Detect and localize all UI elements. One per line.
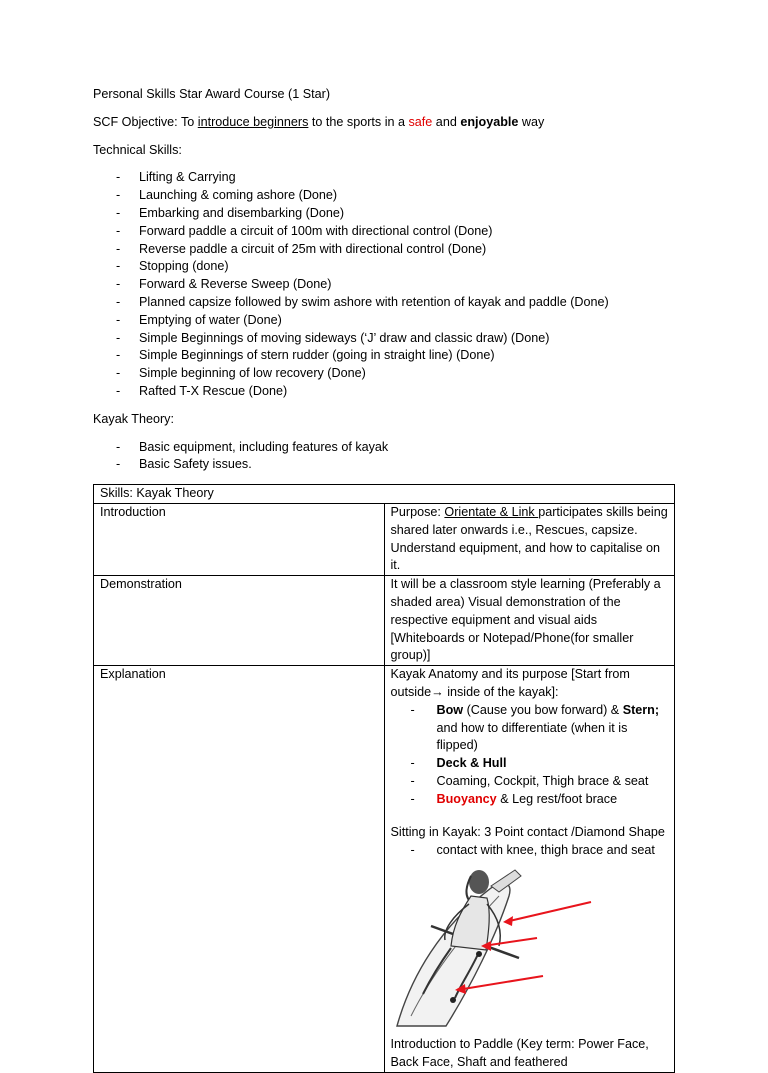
table-row <box>94 666 675 1073</box>
document-title: Personal Skills Star Award Course (1 Star) <box>93 87 331 101</box>
row-label-introduction: Introduction <box>94 503 385 575</box>
kayak-anatomy-intro: Kayak Anatomy and its purpose [Start from outside→ inside of the kayak]: <box>390 667 630 699</box>
kayak-anatomy-list <box>391 702 669 809</box>
table-header-cell: Skills: Kayak Theory <box>94 485 675 504</box>
kayak-theory-list <box>93 439 683 475</box>
list-item: - Reverse paddle a circuit of 25m with directional control (Done) <box>93 241 683 259</box>
list-item: - contact with knee, thigh brace and seat <box>391 842 669 860</box>
kayak-seated-illustration <box>391 866 601 1036</box>
enjoyable-highlight: enjoyable <box>460 114 519 129</box>
row-label-demonstration: Demonstration <box>94 576 385 666</box>
list-item: - Forward & Reverse Sweep (Done) <box>93 276 683 294</box>
explanation-content <box>384 666 675 1073</box>
list-item: - Bow (Cause you bow forward) & Stern; and how to differentiate (when it is flipped) <box>391 702 669 755</box>
table-row <box>94 576 675 666</box>
scf-objective: SCF Objective: To introduce beginners to the sports in a safe and enjoyable way <box>93 114 545 129</box>
table-row <box>94 485 675 504</box>
table-row <box>94 503 675 575</box>
contact-list <box>391 842 669 860</box>
safe-highlight: safe <box>408 114 433 129</box>
list-item: - Simple Beginnings of moving sideways (‘J’ draw and classic draw) (Done) <box>93 330 683 348</box>
kayak-theory-table <box>93 484 675 1073</box>
list-item: - Deck & Hull <box>391 755 669 773</box>
paddle-intro-text: Introduction to Paddle (Key term: Power Face, Back Face, Shaft and feathered <box>390 1037 649 1069</box>
list-item: - Forward paddle a circuit of 100m with directional control (Done) <box>93 223 683 241</box>
kayak-theory-heading: Kayak Theory: <box>93 411 174 426</box>
demonstration-content: It will be a classroom style learning (Preferably a shaded area) Visual demonstration of the respective equipment and visual aids [Whiteboards or Notepad/Phone(for smaller group)] <box>384 576 675 666</box>
list-item: - Emptying of water (Done) <box>93 312 683 330</box>
list-item: - Lifting & Carrying <box>93 169 683 187</box>
list-item: - Simple beginning of low recovery (Done) <box>93 365 683 383</box>
technical-skills-list <box>93 169 683 400</box>
technical-skills-heading: Technical Skills: <box>93 142 182 157</box>
introduction-content: Purpose: Orientate & Link participates skills being shared later onwards i.e., Rescues, capsize. Understand equipment, and how to capitalise on it. <box>384 503 675 575</box>
list-item: - Launching & coming ashore (Done) <box>93 187 683 205</box>
list-item: - Simple Beginnings of stern rudder (going in straight line) (Done) <box>93 347 683 365</box>
document-page <box>93 86 683 1073</box>
list-item: - Planned capsize followed by swim ashore with retention of kayak and paddle (Done) <box>93 294 683 312</box>
list-item: - Stopping (done) <box>93 258 683 276</box>
row-label-explanation: Explanation <box>94 666 385 1073</box>
sitting-in-kayak-text: Sitting in Kayak: 3 Point contact /Diamond Shape <box>390 825 665 840</box>
list-item: - Basic equipment, including features of kayak <box>93 439 683 457</box>
list-item: - Embarking and disembarking (Done) <box>93 205 683 223</box>
list-item: - Basic Safety issues. <box>93 456 683 474</box>
kayaker-sketch <box>391 866 601 1036</box>
list-item: - Buoyancy & Leg rest/foot brace <box>391 791 669 809</box>
list-item: - Rafted T-X Rescue (Done) <box>93 383 683 401</box>
list-item: - Coaming, Cockpit, Thigh brace & seat <box>391 773 669 791</box>
